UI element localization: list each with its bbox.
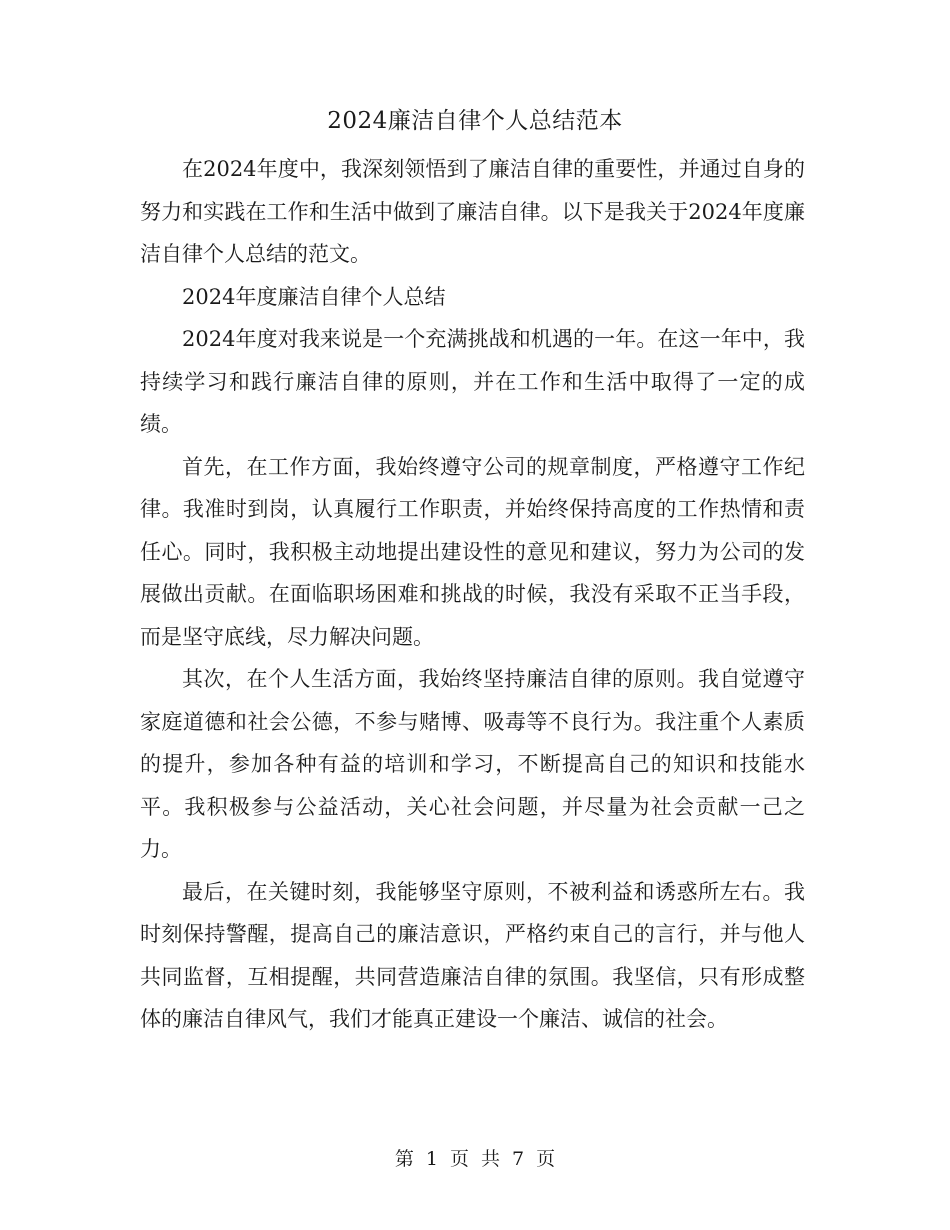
page-title: 2024廉洁自律个人总结范本 [327, 108, 623, 134]
document-body [140, 148, 805, 1041]
paragraph-intro: 在2024年度中，我深刻领悟到了廉洁自律的重要性，并通过自身的努力和实践在工作和生活中做到了廉洁自律。以下是我关于2024年度廉洁自律个人总结的范文。 [140, 157, 805, 266]
page-footer: 第 1 页 共 7 页 [394, 1148, 556, 1170]
paragraph-conclusion: 最后，在关键时刻，我能够坚守原则，不被利益和诱惑所左右。我时刻保持警醒，提高自己的廉洁意识，严格约束自己的言行，并与他人共同监督，互相提醒，共同营造廉洁自律的氛围。我坚信，只有形成整体的廉洁自律风气，我们才能真正建设一个廉洁、诚信的社会。 [140, 879, 805, 1031]
paragraph-overview: 2024年度对我来说是一个充满挑战和机遇的一年。在这一年中，我持续学习和践行廉洁自律的原则，并在工作和生活中取得了一定的成绩。 [140, 327, 805, 436]
paragraph-subheading: 2024年度廉洁自律个人总结 [182, 284, 446, 309]
paragraph-personal-life: 其次，在个人生活方面，我始终坚持廉洁自律的原则。我自觉遵守家庭道德和社会公德，不参与赌博、吸毒等不良行为。我注重个人素质的提升，参加各种有益的培训和学习，不断提高自己的知识和技能水平。我积极参与公益活动，关心社会问题，并尽量为社会贡献一己之力。 [140, 667, 805, 861]
paragraph-work: 首先，在工作方面，我始终遵守公司的规章制度，严格遵守工作纪律。我准时到岗，认真履行工作职责，并始终保持高度的工作热情和责任心。同时，我积极主动地提出建设性的意见和建议，努力为公司的发展做出贡献。在面临职场困难和挑战的时候，我没有采取不正当手段，而是坚守底线，尽力解决问题。 [140, 454, 805, 649]
